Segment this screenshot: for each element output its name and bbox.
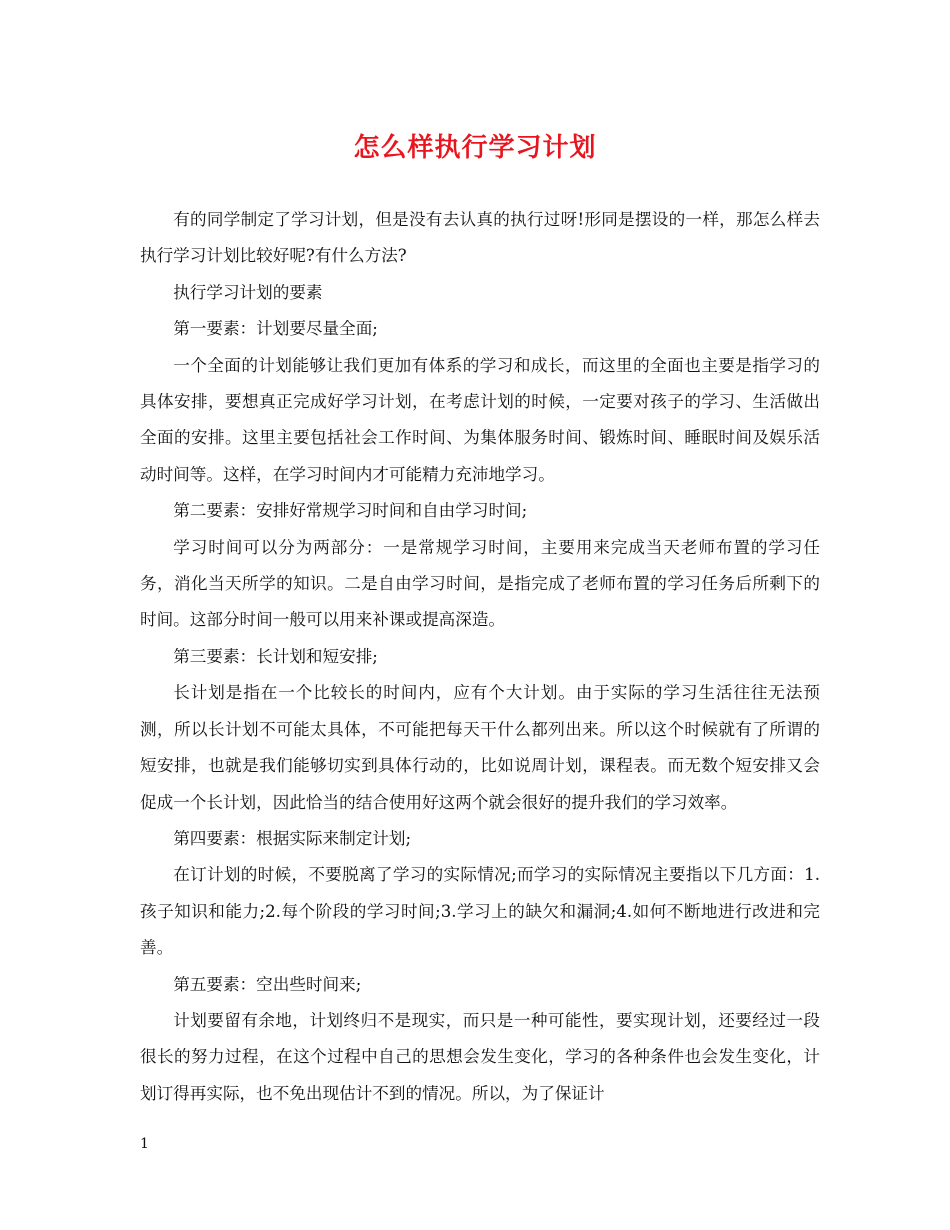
page-number: 1 — [140, 1136, 149, 1152]
section-heading-elements: 执行学习计划的要素 — [173, 282, 323, 302]
element-3-heading: 第三要素：长计划和短安排; — [173, 646, 378, 666]
element-2-paragraph: 学习时间可以分为两部分：一是常规学习时间，主要用来完成当天老师布置的学习任务，消化当天所学的知识。二是自由学习时间，是指完成了老师布置的学习任务后所剩下的时间。这部分时间一般可以用来补课或提高深造。 — [140, 537, 820, 630]
document-body — [140, 202, 820, 1112]
document-title: 怎么样执行学习计划 — [353, 133, 597, 163]
element-3-paragraph: 长计划是指在一个比较长的时间内，应有个大计划。由于实际的学习生活往往无法预测，所以长计划不可能太具体，不可能把每天干什么都列出来。所以这个时候就有了所谓的短安排，也就是我们能够切实到具体行动的，比如说周计划，课程表。而无数个短安排又会促成一个长计划，因此恰当的结合使用好这两个就会很好的提升我们的学习效率。 — [140, 683, 820, 812]
element-4-heading: 第四要素：根据实际来制定计划; — [173, 828, 412, 848]
element-5-paragraph: 计划要留有余地，计划终归不是现实，而只是一种可能性，要实现计划，还要经过一段很长的努力过程，在这个过程中自己的思想会发生变化，学习的各种条件也会发生变化，计划订得再实际，也不免出现估计不到的情况。所以，为了保证计 — [140, 1010, 820, 1103]
element-5-heading: 第五要素：空出些时间来; — [173, 974, 362, 994]
element-1-paragraph: 一个全面的计划能够让我们更加有体系的学习和成长，而这里的全面也主要是指学习的具体安排，要想真正完成好学习计划，在考虑计划的时候，一定要对孩子的学习、生活做出全面的安排。这里主要包括社会工作时间、为集体服务时间、锻炼时间、睡眠时间及娱乐活动时间等。这样，在学习时间内才可能精力充沛地学习。 — [140, 355, 820, 484]
element-4-paragraph: 在订计划的时候，不要脱离了学习的实际情况;而学习的实际情况主要指以下几方面：1.孩子知识和能力;2.每个阶段的学习时间;3.学习上的缺欠和漏洞;4.如何不断地进行改进和完善。 — [140, 865, 820, 958]
body-paragraph-intro: 有的同学制定了学习计划，但是没有去认真的执行过呀!形同是摆设的一样，那怎么样去执行学习计划比较好呢?有什么方法? — [140, 210, 820, 266]
element-2-heading: 第二要素：安排好常规学习时间和自由学习时间; — [173, 501, 528, 521]
element-1-heading: 第一要素：计划要尽量全面; — [173, 319, 378, 339]
